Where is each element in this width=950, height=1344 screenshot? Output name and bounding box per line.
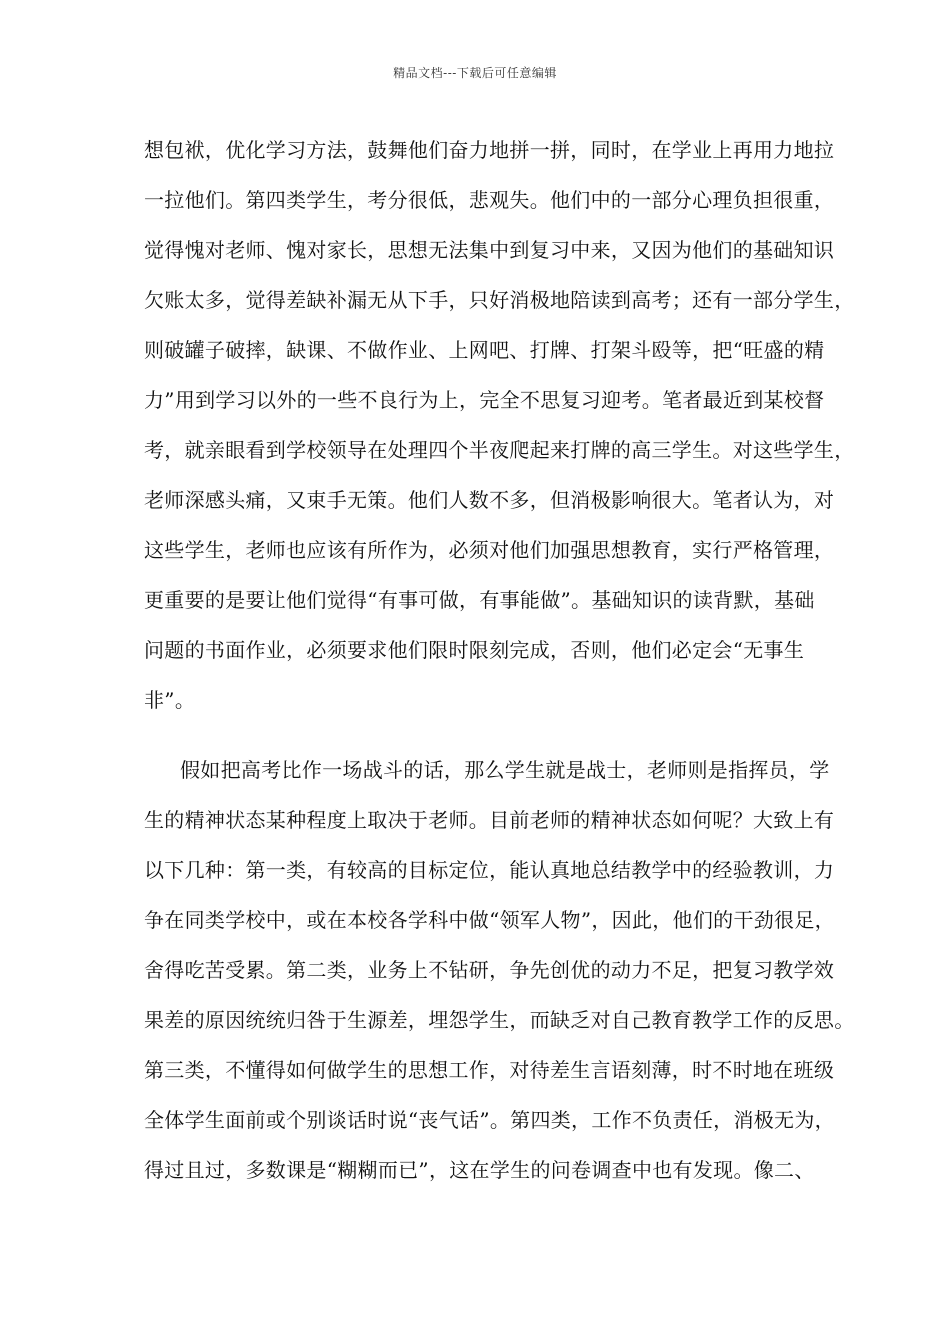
paragraph-2-line-6: 果差的原因统统归咎于生源差，埋怨学生，而缺乏对自己教育教学工作的反思。 [144,1008,855,1032]
paragraph-2-line-7: 第三类，不懂得如何做学生的思想工作，对待差生言语刻薄，时不时地在班级 [144,1058,835,1082]
paragraph-1-line-11: 问题的书面作业，必须要求他们限时限刻完成，否则，他们必定会“无事生 [144,638,805,662]
paragraph-2-line-5: 舍得吃苦受累。第二类，业务上不钻研，争先创优的动力不足，把复习教学效 [144,958,835,982]
paragraph-2-line-9: 得过且过，多数课是“糊糊而已”，这在学生的问卷调查中也有发现。像二、 [144,1158,815,1182]
paragraph-2-line-3: 以下几种：第一类，有较高的目标定位，能认真地总结教学中的经验教训，力 [144,858,835,882]
paragraph-1-line-6: 力”用到学习以外的一些不良行为上，完全不思复习迎考。笔者最近到某校督 [144,388,825,412]
paragraph-1-line-8: 老师深感头痛，又束手无策。他们人数不多，但消极影响很大。笔者认为，对 [144,488,835,512]
paragraph-2-line-4: 争在同类学校中，或在本校各学科中做“领军人物”，因此，他们的干劲很足， [144,908,835,932]
paragraph-1-line-5: 则破罐子破摔，缺课、不做作业、上网吧、打牌、打架斗殴等，把“旺盛的精 [144,338,825,362]
paragraph-1-line-7: 考，就亲眼看到学校领导在处理四个半夜爬起来打牌的高三学生。对这些学生， [144,438,855,462]
paragraph-1-line-4: 欠账太多，觉得差缺补漏无从下手，只好消极地陪读到高考；还有一部分学生， [144,288,855,312]
paragraph-1-line-9: 这些学生，老师也应该有所作为，必须对他们加强思想教育，实行严格管理， [144,538,835,562]
page-header: 精品文档---下载后可任意编辑 [393,66,557,80]
paragraph-1-line-2: 一拉他们。第四类学生，考分很低，悲观失。他们中的一部分心理负担很重， [144,188,835,212]
paragraph-2-line-8: 全体学生面前或个别谈话时说“丧气话”。第四类，工作不负责任，消极无为， [144,1108,835,1132]
paragraph-2-line-2: 生的精神状态某种程度上取决于老师。目前老师的精神状态如何呢？大致上有 [144,808,835,832]
paragraph-2-line-1: 假如把高考比作一场战斗的话，那么学生就是战士，老师则是指挥员，学 [180,758,830,782]
paragraph-1-line-12: 非”。 [144,688,196,712]
paragraph-1-line-10: 更重要的是要让他们觉得“有事可做，有事能做”。基础知识的读背默，基础 [144,588,815,612]
paragraph-1-line-3: 觉得愧对老师、愧对家长，思想无法集中到复习中来，又因为他们的基础知识 [144,238,835,262]
paragraph-1-line-1: 想包袱，优化学习方法，鼓舞他们奋力地拼一拼，同时，在学业上再用力地拉 [144,138,835,162]
